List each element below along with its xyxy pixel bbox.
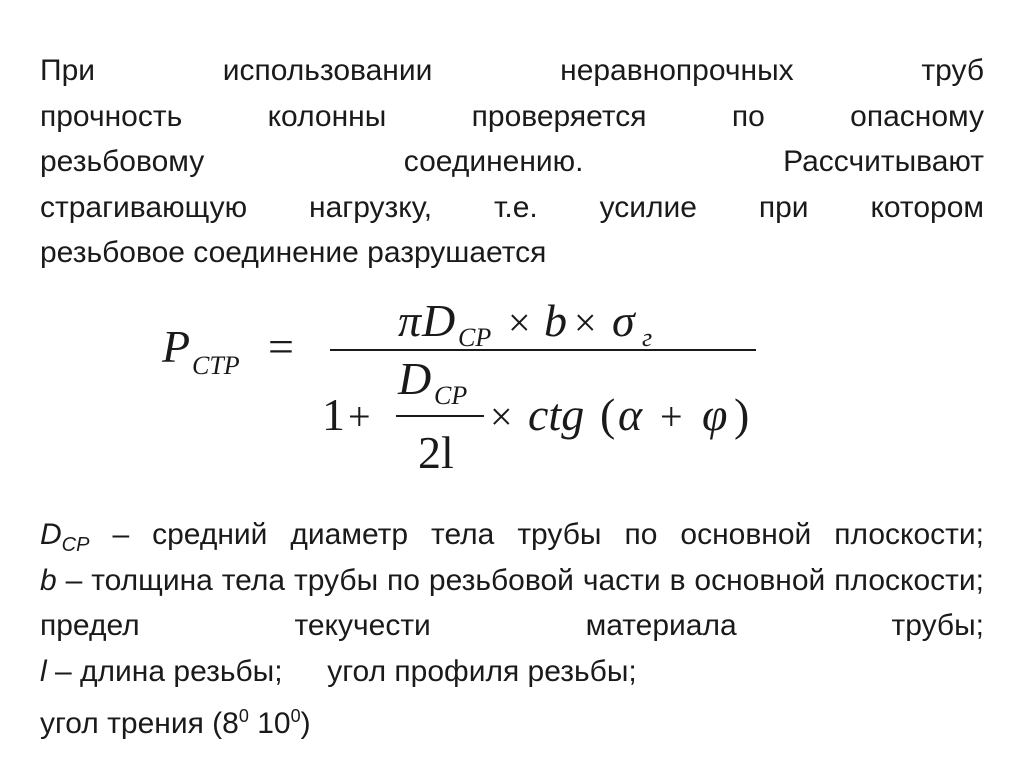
d-subscript: СР <box>61 534 90 556</box>
intro-line-3 <box>40 139 984 185</box>
definitions-line-1 <box>40 512 984 558</box>
intro-line-2 <box>40 94 984 140</box>
definitions-line-2 <box>40 558 984 604</box>
phi-superscript: 0 <box>238 706 249 726</box>
intro-word: котором <box>870 190 985 224</box>
intro-word: соединению. <box>403 145 584 178</box>
intro-word: проверяется <box>471 99 647 133</box>
definitions-line-3 <box>40 603 984 649</box>
intro-word: Рассчитывают <box>783 145 984 178</box>
formula-rparen: ) <box>734 389 750 440</box>
intro-word: при <box>758 190 809 224</box>
formula-lparen: ( <box>600 389 616 440</box>
intro-word: резьбовому <box>40 145 205 178</box>
intro-word: колонны <box>267 99 387 133</box>
l-description: – длина резьбы; <box>55 654 283 688</box>
formula-alpha: α <box>618 389 643 440</box>
intro-line-4 <box>40 185 984 231</box>
formula-sigma-sub: г <box>642 323 653 352</box>
formula-one: 1 <box>322 389 345 440</box>
formula <box>150 290 770 490</box>
intro-word: т.е. <box>493 190 538 224</box>
intro-word: нагрузку, <box>309 190 433 224</box>
formula-lhs: P <box>162 321 191 372</box>
formula-phi: φ <box>702 389 728 440</box>
formula-ctg: ctg <box>528 389 585 440</box>
formula-plus: + <box>660 394 683 439</box>
b-symbol: b <box>40 563 57 597</box>
formula-plus: + <box>348 394 371 439</box>
d-letter: D <box>40 518 62 551</box>
formula-times: × <box>490 394 513 439</box>
formula-times: × <box>574 300 597 345</box>
alpha-description: угол профиля резьбы; <box>327 654 637 688</box>
formula-d: D <box>398 353 432 404</box>
intro-line-1 <box>40 48 984 94</box>
formula-times: × <box>508 300 531 345</box>
intro-word: использовании <box>222 54 433 87</box>
d-symbol <box>40 518 90 556</box>
intro-word: опасному <box>850 99 984 133</box>
formula-b: b <box>544 295 567 346</box>
b-description: – толщина тела трубы по резьбовой части в основной плоскости; <box>65 563 984 597</box>
formula-svg <box>150 290 770 490</box>
intro-word: по <box>731 99 765 133</box>
definitions-line-4 <box>40 649 984 695</box>
phi-description-mid: 10 <box>248 707 291 740</box>
intro-word: резьбовое соединение разрушается <box>40 236 547 269</box>
formula-sigma: σ <box>612 295 635 346</box>
formula-d-sub: СР <box>458 323 492 352</box>
formula-d: D <box>422 295 456 346</box>
intro-word: страгивающую <box>40 190 248 224</box>
definitions-paragraph <box>40 512 984 740</box>
formula-lhs-sub: СТР <box>192 351 240 380</box>
phi-superscript: 0 <box>290 706 301 726</box>
phi-description-end: ) <box>300 707 311 740</box>
definitions-line-5 <box>40 694 984 740</box>
intro-word: прочность <box>40 99 183 133</box>
d-description: – средний диаметр тела трубы по основной плоскости; <box>112 518 984 551</box>
phi-description: угол трения (8 <box>40 707 239 740</box>
intro-word: При <box>40 54 96 87</box>
formula-d-sub: СР <box>434 381 468 410</box>
intro-paragraph <box>40 48 984 276</box>
formula-equals: = <box>268 321 294 372</box>
intro-word: усилие <box>599 190 697 224</box>
formula-pi: π <box>398 295 422 346</box>
intro-word: неравнопрочных <box>560 54 794 87</box>
intro-line-5 <box>40 230 984 276</box>
formula-two-l: 2l <box>418 427 454 478</box>
intro-word: труб <box>921 54 984 87</box>
sigma-description: предел текучести материала трубы; <box>40 609 984 642</box>
l-symbol: l <box>40 654 47 688</box>
